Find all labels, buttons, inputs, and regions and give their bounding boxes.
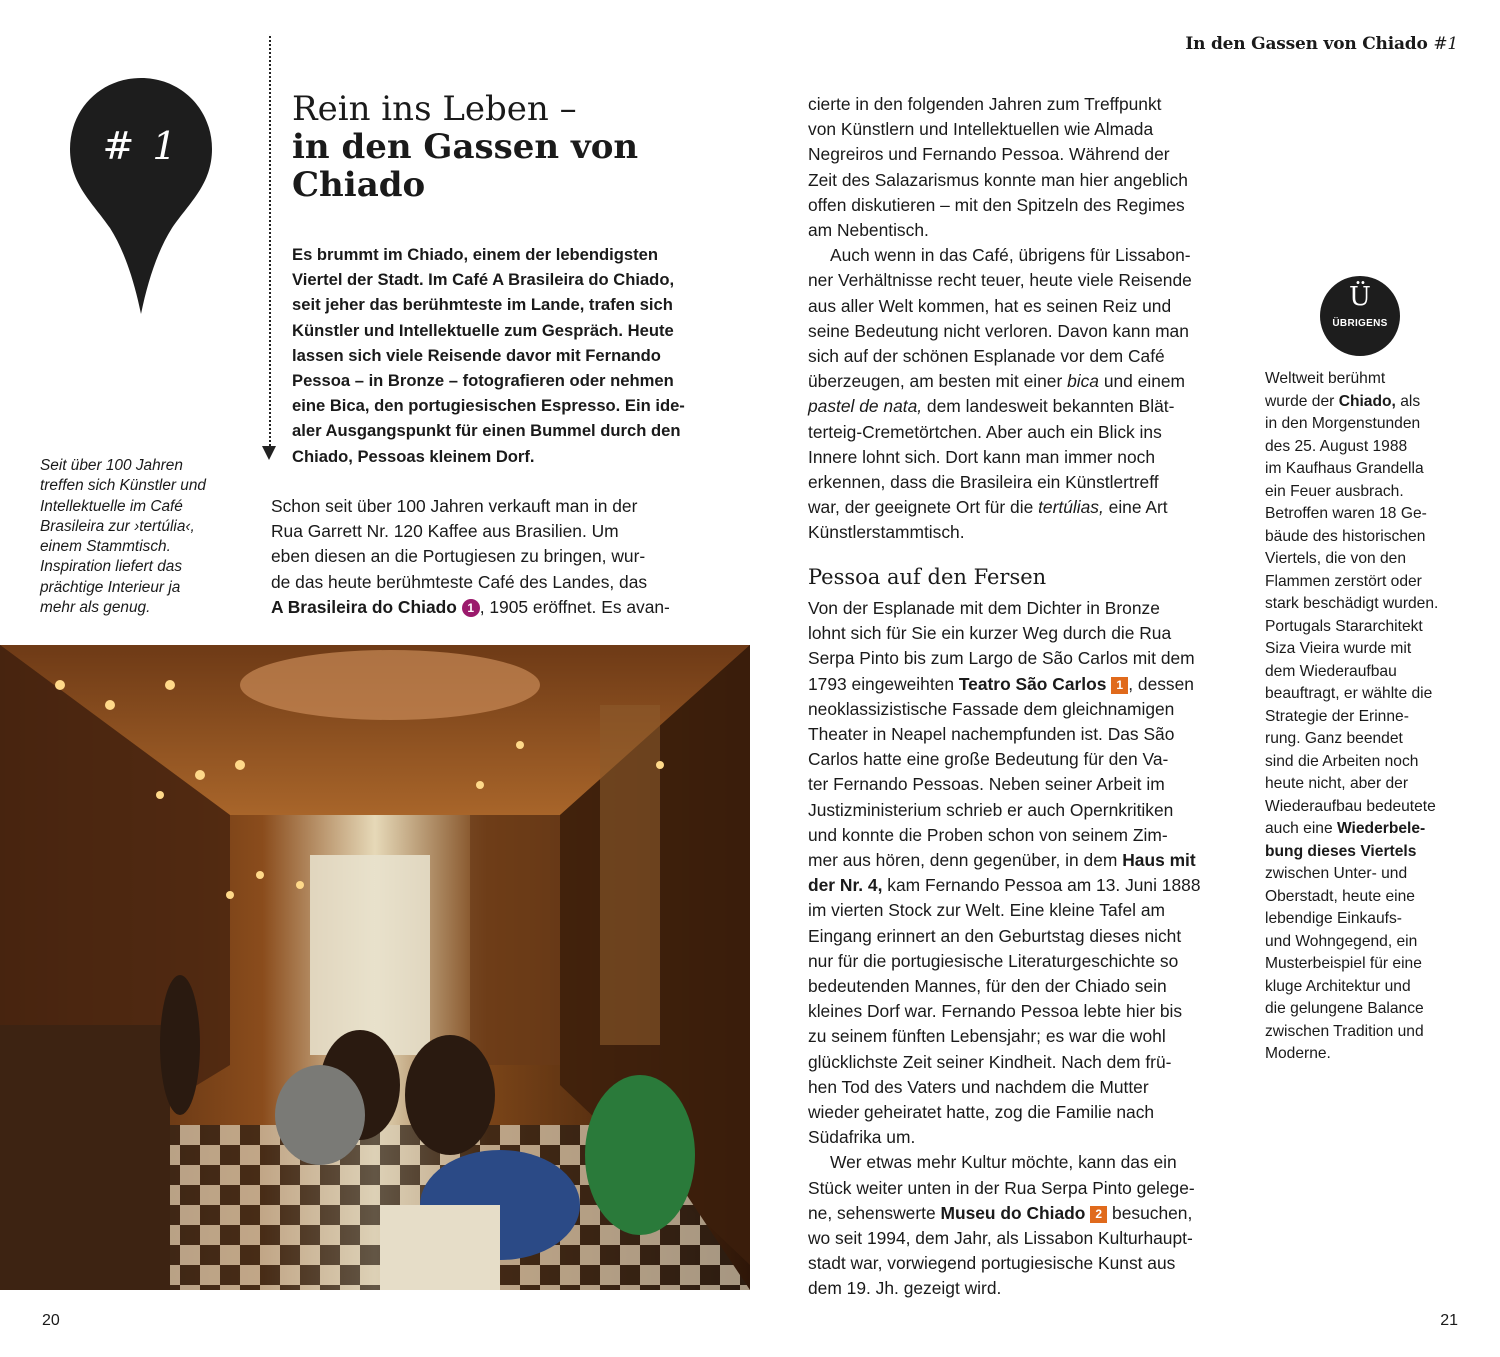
sidebar-line: in den Morgenstunden bbox=[1265, 415, 1421, 432]
place-name: Museu do Chiado bbox=[940, 1202, 1086, 1223]
sidebar-line: beauftragt, er wählte die bbox=[1265, 685, 1433, 702]
body-line: kleines Dorf war. Fernando Pessoa lebte hier bis bbox=[808, 1001, 1183, 1022]
body-line: Carlos hatte eine große Bedeutung für den Va- bbox=[808, 749, 1169, 770]
body-text: , dessen bbox=[1128, 673, 1194, 694]
body-line: Serpa Pinto bis zum Largo de São Carlos mit dem bbox=[808, 648, 1195, 669]
sidebar-line: kluge Architektur und bbox=[1265, 977, 1411, 995]
body-line bbox=[808, 394, 1232, 419]
body-line: neoklassizistische Fassade dem gleichnamigen bbox=[808, 698, 1175, 719]
sidebar-line: Moderne. bbox=[1265, 1045, 1331, 1062]
body-line: sich auf der schönen Esplanade vor dem Café bbox=[808, 346, 1165, 367]
body-line: Südafrika um. bbox=[808, 1127, 916, 1148]
body-line: Schon seit über 100 Jahren verkauft man in der bbox=[271, 496, 638, 516]
body-line: nur für die portugiesische Literaturgeschichte so bbox=[808, 950, 1179, 971]
sidebar-line: die gelungene Balance bbox=[1265, 1000, 1424, 1017]
body-line bbox=[808, 672, 1232, 697]
body-line: Innere lohnt sich. Dort kann man immer noch bbox=[808, 446, 1156, 467]
body-line: seine Bedeutung nicht verloren. Davon kann man bbox=[808, 320, 1189, 341]
sidebar-line: Flammen zerstört oder bbox=[1265, 572, 1422, 590]
intro-line: Pessoa – in Bronze – fotografieren oder nehmen bbox=[292, 371, 674, 391]
body-line: und konnte die Proben schon von seinem Zim- bbox=[808, 824, 1168, 845]
body-text: und einem bbox=[1098, 371, 1186, 392]
body-line: glücklichste Zeit seiner Kindheit. Nach dem frü- bbox=[808, 1051, 1172, 1072]
place-name: A Brasileira do Chiado bbox=[271, 596, 457, 617]
headline-line: in den Gassen von bbox=[292, 127, 639, 167]
sidebar-line: rung. Ganz beendet bbox=[1265, 730, 1403, 747]
sidebar-line: heute nicht, aber der bbox=[1265, 775, 1409, 792]
sidebar-line: Weltweit berühmt bbox=[1265, 370, 1386, 387]
badge-word: ÜBRIGENS bbox=[1332, 318, 1388, 329]
uebrigens-badge bbox=[1320, 276, 1400, 356]
sidebar-note bbox=[1265, 368, 1465, 1066]
body-text: 1793 eingeweihten bbox=[808, 673, 959, 694]
sidebar-line: bung dieses Viertels bbox=[1265, 842, 1417, 860]
body-text-italic: tertúlias, bbox=[1038, 497, 1104, 518]
caption-line: mehr als genug. bbox=[40, 599, 151, 617]
body-text: eine Art bbox=[1103, 497, 1168, 518]
body-line: am Nebentisch. bbox=[808, 220, 929, 241]
body-line: dem 19. Jh. gezeigt wird. bbox=[808, 1278, 1002, 1299]
sidebar-text-bold: Wiederbele- bbox=[1336, 820, 1426, 837]
place-name: Teatro São Carlos bbox=[958, 673, 1107, 694]
body-line: Auch wenn in das Café, übrigens für Lissabon- bbox=[830, 245, 1191, 266]
body-text: war, der geeignete Ort für die bbox=[808, 497, 1039, 518]
body-text: dem landesweit bekannten Blät- bbox=[922, 396, 1175, 417]
body-line: Eingang erinnert an den Geburtstag dieses nicht bbox=[808, 925, 1182, 946]
intro-line: Es brummt im Chiado, einem der lebendigsten bbox=[292, 245, 659, 264]
sidebar-line: im Kaufhaus Grandella bbox=[1265, 460, 1424, 477]
sidebar-line: stark beschädigt wurden. bbox=[1265, 595, 1439, 612]
caption-line: treffen sich Künstler und bbox=[40, 477, 206, 495]
body-line bbox=[808, 369, 1232, 394]
body-column-left bbox=[271, 494, 695, 620]
badge-letter: Ü bbox=[1349, 282, 1371, 312]
sidebar-text: auch eine bbox=[1265, 820, 1337, 837]
place-name: Haus mit bbox=[1122, 850, 1196, 871]
sidebar-line: Oberstadt, heute eine bbox=[1265, 887, 1415, 905]
running-head-number: #1 bbox=[1433, 34, 1458, 54]
running-head bbox=[1185, 34, 1458, 54]
body-line: Theater in Neapel nachempfunden ist. Das São bbox=[808, 724, 1175, 745]
body-line: Rua Garrett Nr. 120 Kaffee aus Brasilien. Um bbox=[271, 521, 619, 542]
sidebar-line: dem Wiederaufbau bbox=[1265, 662, 1397, 680]
place-name: der Nr. 4, bbox=[808, 875, 883, 896]
body-line bbox=[808, 1201, 1232, 1226]
sidebar-line: Strategie der Erinne- bbox=[1265, 707, 1409, 725]
body-line: Negreiros und Fernando Pessoa. Während der bbox=[808, 144, 1170, 165]
intro-line: lassen sich viele Reisende davor mit Fernando bbox=[292, 345, 661, 365]
intro-line: Chiado, Pessoas kleinem Dorf. bbox=[292, 446, 535, 466]
sidebar-text-bold: Chiado, bbox=[1338, 392, 1396, 410]
body-line bbox=[808, 848, 1232, 873]
body-line bbox=[808, 873, 1232, 898]
caption-line: Seit über 100 Jahren bbox=[40, 457, 183, 474]
sidebar-line: Portugals Stararchitekt bbox=[1265, 617, 1423, 635]
body-line: cierte in den folgenden Jahren zum Treffpunkt bbox=[808, 94, 1162, 114]
sidebar-line: und Wohngegend, ein bbox=[1265, 932, 1418, 950]
body-line: ner Verhältnisse recht teuer, heute viele Reisende bbox=[808, 270, 1192, 291]
body-line: hen Tod des Vaters und nachdem die Mutter bbox=[808, 1076, 1149, 1097]
map-marker-badge: 1 bbox=[1111, 677, 1128, 694]
body-line: stadt war, vorwiegend portugiesische Kunst aus bbox=[808, 1253, 1176, 1274]
caption-line: einem Stammtisch. bbox=[40, 538, 171, 556]
sidebar-line: lebendige Einkaufs- bbox=[1265, 910, 1402, 927]
intro-line: aler Ausgangspunkt für einen Bummel durch den bbox=[292, 421, 681, 441]
body-column-mid bbox=[808, 92, 1232, 546]
arrow-down-icon bbox=[262, 446, 276, 460]
body-line: aus aller Welt kommen, hat es seinen Reiz und bbox=[808, 295, 1172, 316]
sidebar-line: ein Feuer ausbrach. bbox=[1265, 482, 1404, 500]
sidebar-text: als bbox=[1395, 392, 1421, 410]
page-number-left: 20 bbox=[42, 1312, 60, 1329]
body-line: Künstlerstammtisch. bbox=[808, 522, 965, 543]
running-head-title: In den Gassen von Chiado bbox=[1185, 34, 1428, 54]
body-line: Justizministerium schrieb er auch Opernkritiken bbox=[808, 799, 1174, 820]
map-marker-badge: 2 bbox=[1090, 1206, 1107, 1223]
headline-line: Rein ins Leben – bbox=[292, 89, 577, 129]
sidebar-line: des 25. August 1988 bbox=[1265, 437, 1408, 455]
page-number-right: 21 bbox=[1440, 1312, 1458, 1329]
body-line: ter Fernando Pessoas. Neben seiner Arbeit im bbox=[808, 774, 1165, 795]
body-line: im vierten Stock zur Welt. Eine kleine Tafel am bbox=[808, 900, 1165, 921]
body-line: Zeit des Salazarismus konnte man hier angeblich bbox=[808, 169, 1188, 190]
body-line: zu seinem fünften Lebensjahr; es war die wohl bbox=[808, 1026, 1166, 1047]
map-marker-badge: 1 bbox=[462, 599, 480, 617]
sidebar-text: wurde der bbox=[1265, 392, 1339, 410]
body-line: erkennen, dass die Brasileira ein Künstlertreff bbox=[808, 472, 1159, 493]
intro-line: Viertel der Stadt. Im Café A Brasileira do Chiado, bbox=[292, 270, 675, 290]
sidebar-line: Viertels, die von den bbox=[1265, 550, 1407, 567]
sidebar-line bbox=[1265, 391, 1465, 414]
photo-caption bbox=[40, 456, 255, 618]
body-line: von Künstlern und Intellektuellen wie Almada bbox=[808, 119, 1154, 140]
body-column-mid-2 bbox=[808, 596, 1232, 1302]
sidebar-line: sind die Arbeiten noch bbox=[1265, 752, 1419, 770]
cafe-interior-photo bbox=[0, 645, 750, 1290]
dashed-rule bbox=[269, 36, 271, 450]
body-line: Wer etwas mehr Kultur möchte, kann das ein bbox=[830, 1152, 1177, 1173]
body-line: lohnt sich für Sie ein kurzer Weg durch die Rua bbox=[808, 623, 1172, 644]
body-text: ne, sehenswerte bbox=[808, 1202, 941, 1223]
caption-line: Inspiration liefert das bbox=[40, 558, 183, 576]
intro-line: seit jeher das berühmteste im Lande, trafen sich bbox=[292, 295, 673, 315]
headline bbox=[292, 90, 762, 204]
body-text: besuchen, bbox=[1107, 1202, 1193, 1223]
body-line: wieder geheiratet hatte, zog die Familie nach bbox=[808, 1102, 1155, 1123]
caption-line: Intellektuelle im Café bbox=[40, 497, 183, 515]
sidebar-line: zwischen Unter- und bbox=[1265, 865, 1408, 882]
body-text: kam Fernando Pessoa am 13. Juni 1888 bbox=[882, 875, 1201, 896]
sidebar-line: Musterbeispiel für eine bbox=[1265, 955, 1422, 972]
body-line: offen diskutieren – mit den Spitzeln des Regimes bbox=[808, 194, 1185, 215]
intro-line: eine Bica, den portugiesischen Espresso. Ein ide- bbox=[292, 396, 685, 416]
sidebar-line: Siza Vieira wurde mit bbox=[1265, 640, 1412, 657]
body-text: mer aus hören, denn gegenüber, in dem bbox=[808, 850, 1123, 871]
body-line: eben diesen an die Portugiesen zu bringen, wur- bbox=[271, 546, 646, 567]
body-text: überzeugen, am besten mit einer bbox=[808, 371, 1068, 392]
intro-line: Künstler und Intellektuelle zum Gespräch. Heute bbox=[292, 320, 674, 340]
sidebar-line: zwischen Tradition und bbox=[1265, 1022, 1424, 1040]
intro-paragraph bbox=[292, 242, 694, 469]
body-line: terteig-Cremetörtchen. Aber auch ein Blick ins bbox=[808, 421, 1162, 442]
body-line: wo seit 1994, dem Jahr, als Lissabon Kulturhaupt- bbox=[808, 1228, 1193, 1249]
caption-line: prächtige Interieur ja bbox=[40, 578, 181, 596]
body-line: Stück weiter unten in der Rua Serpa Pinto gelege- bbox=[808, 1177, 1195, 1198]
body-line: Von der Esplanade mit dem Dichter in Bronze bbox=[808, 598, 1160, 618]
body-text: , 1905 eröffnet. Es avan- bbox=[479, 596, 670, 617]
body-text-italic: bica bbox=[1067, 371, 1099, 392]
body-line bbox=[271, 595, 695, 620]
map-pin-icon bbox=[68, 76, 214, 316]
sidebar-line bbox=[1265, 818, 1465, 841]
caption-line: Brasileira zur ›tertúlia‹, bbox=[40, 517, 195, 535]
pin-label: # 1 bbox=[102, 124, 180, 168]
sidebar-line: Wiederaufbau bedeutete bbox=[1265, 797, 1436, 815]
body-line: de das heute berühmteste Café des Landes, das bbox=[271, 571, 648, 592]
sidebar-line: bäude des historischen bbox=[1265, 527, 1426, 545]
body-line bbox=[808, 495, 1232, 520]
body-line: bedeutenden Mannes, für den der Chiado sein bbox=[808, 976, 1167, 997]
body-text-italic: pastel de nata, bbox=[808, 396, 923, 417]
sidebar-line: Betroffen waren 18 Ge- bbox=[1265, 505, 1427, 522]
section-subhead: Pessoa auf den Fersen bbox=[808, 565, 1047, 589]
headline-line: Chiado bbox=[292, 165, 426, 205]
